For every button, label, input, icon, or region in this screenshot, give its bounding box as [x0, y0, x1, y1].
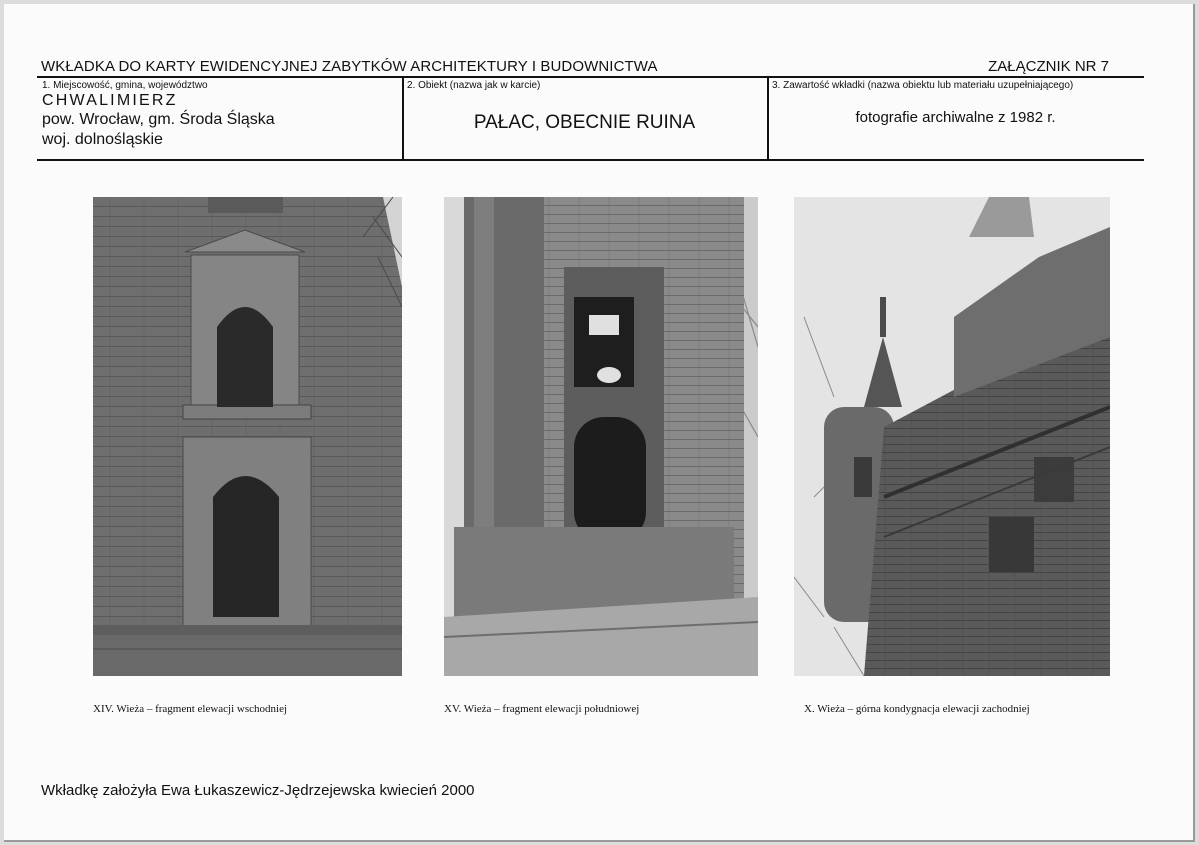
photo-caption-3: X. Wieża – górna kondygnacja elewacji zachodniej — [804, 703, 1030, 715]
header-top-rule — [37, 76, 1144, 78]
contents-value: fotografie archiwalne z 1982 r. — [855, 109, 1056, 126]
photo-south-elevation — [444, 197, 758, 676]
contents-caption: 3. Zawartość wkładki (nazwa obiektu lub materiału uzupełniającego) — [772, 80, 1074, 91]
annex-number: ZAŁĄCZNIK NR 7 — [988, 58, 1109, 75]
object-name: PAŁAC, OBECNIE RUINA — [473, 112, 696, 133]
photo-west-elevation — [794, 197, 1110, 676]
object-caption: 2. Obiekt (nazwa jak w karcie) — [407, 80, 541, 91]
location-district: pow. Wrocław, gm. Środa Śląska — [42, 111, 275, 128]
header-bottom-rule — [37, 159, 1144, 161]
photo-caption-1: XIV. Wieża – fragment elewacji wschodniej — [93, 703, 288, 715]
location-voivodeship: woj. dolnośląskie — [42, 131, 163, 148]
location-caption: 1. Miejscowość, gmina, województwo — [42, 80, 208, 91]
document-title: WKŁADKA DO KARTY EWIDENCYJNEJ ZABYTKÓW ARCHITEKTURY I BUDOWNICTWA — [41, 58, 658, 75]
photo-east-elevation — [93, 197, 402, 676]
location-town: CHWALIMIERZ — [42, 92, 178, 109]
document-sheet — [4, 4, 1195, 842]
author-footer: Wkładkę założyła Ewa Łukaszewicz-Jędrzejewska kwiecień 2000 — [41, 782, 475, 799]
photo-caption-2: XV. Wieża – fragment elewacji południowej — [444, 703, 640, 715]
